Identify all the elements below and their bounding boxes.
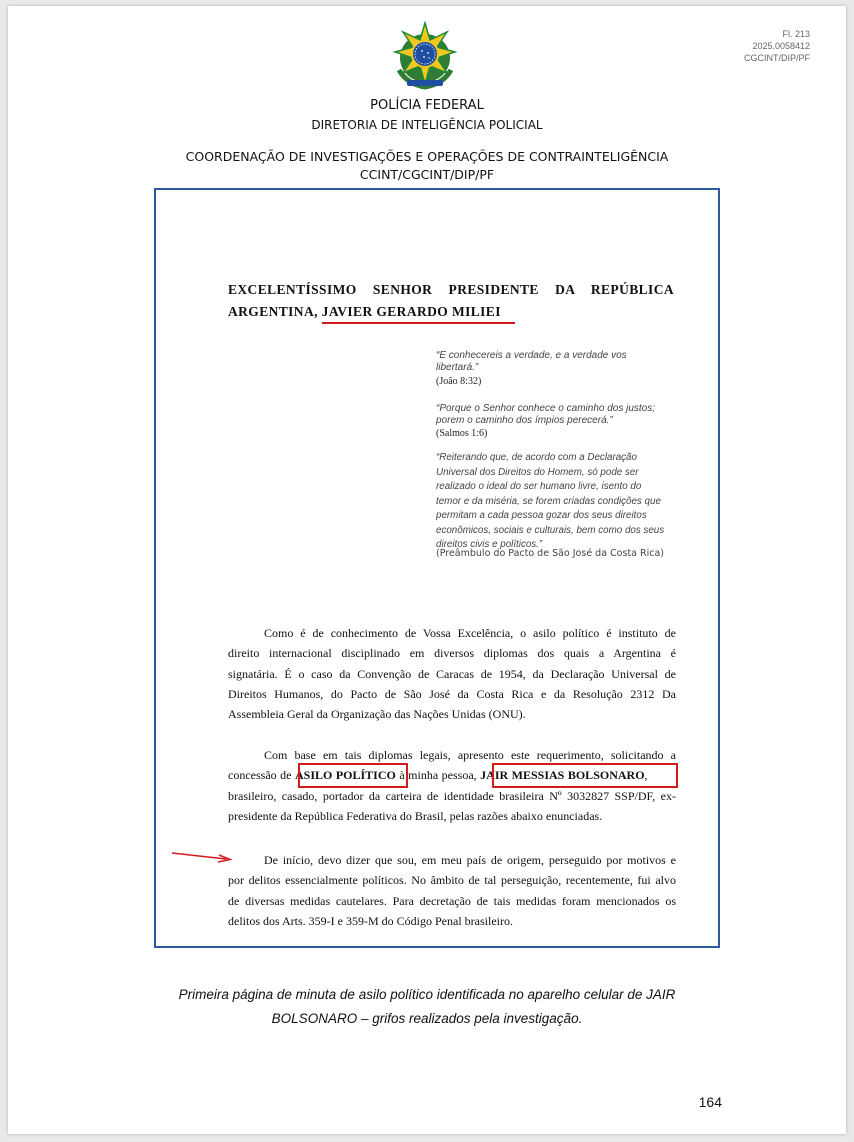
epigraph-line: temor e da miséria, se forem criadas condições que [436,495,661,507]
epigraph-line: direitos civis e políticos.” [436,539,543,550]
figure-caption [0,983,854,1031]
page-number: 164 [698,1094,722,1110]
epigraph-line: libertará.” [436,362,479,373]
epigraph-line: “E conhecereis a verdade, e a verdade vos [436,350,627,361]
red-arrow-annotation-icon [170,850,236,866]
epigraph-quote [436,350,676,374]
text-run: à minha pessoa, [395,768,481,783]
brazil-coat-of-arms-emblem [385,18,465,92]
paragraph-line: Como é de conhecimento de Vossa Excelência, o asilo político é instituto de [264,626,676,640]
stamp-folio: Fl. 213 [782,29,810,39]
header-unit: COORDENAÇÃO DE INVESTIGAÇÕES E OPERAÇÕES DE CONTRAINTELIGÊNCIA [185,149,669,164]
epigraph-quote [436,403,676,427]
epigraph-line: econômicos, sociais e culturais, bem como dos seus [436,524,665,536]
caption-line: Primeira página de minuta de asilo político identificada no aparelho celular de JAIR [178,987,676,1002]
epigraph-source: (João 8:32) [436,376,482,387]
epigraph-line: realizado o ideal do ser humano livre, isento do [436,481,642,492]
epigraph-line: “Porque o Senhor conhece o caminho dos justos; [436,403,656,414]
text-run: concessão de [228,768,295,783]
paragraph-line: De início, devo dizer que sou, em meu país de origem, perseguido por motivos e [264,853,676,867]
requester-name-highlight-box [492,763,678,788]
epigraph-quote [436,451,676,553]
stamp-unit: CGCINT/DIP/PF [743,53,810,63]
paragraph-line: Direitos Humanos, do Pacto de São José da Costa Rica e da Resolução 2312 Da [228,686,676,701]
paragraph-line: Assembleia Geral da Organização das Nações Unidas (ONU). [228,707,526,722]
header-unit-code: CCINT/CGCINT/DIP/PF [359,167,495,182]
letter-address-line1: EXCELENTÍSSIMO SENHOR PRESIDENTE DA REPÚBLICA [228,282,674,297]
caption-line: BOLSONARO – grifos realizados pela investigação. [271,1011,583,1026]
paragraph-line: Com base em tais diplomas legais, apresento este requerimento, solicitando a [264,748,676,762]
paragraph-line: signatária. É o caso da Convenção de Caracas de 1954, da Declaração Universal de [228,666,676,681]
epigraph-line: permitam a cada pessoa gozar dos seus direitos [436,510,647,521]
asylum-highlight-box [298,763,408,788]
paragraph-line: direito internacional disciplinado em diversos diplomas dos quais a Argentina é [228,646,676,661]
text-run: , [644,768,648,783]
address-country: ARGENTINA, [228,304,322,319]
epigraph-source: (Salmos 1:6) [436,428,488,439]
requester-name-highlight-text: JAIR MESSIAS BOLSONARO [480,768,645,783]
header-directorate: DIRETORIA DE INTELIGÊNCIA POLICIAL [311,118,543,132]
epigraph-line: porem o caminho dos ímpios perecerá.” [436,415,613,426]
stamp-process: 2025.0058412 [752,41,810,51]
letter-paragraph-3 [228,850,676,931]
paragraph-line: delitos dos Arts. 359-I e 359-M do Código Penal brasileiro. [228,913,513,928]
page-stamp [744,28,810,64]
epigraph-line: “Reiterando que, de acordo com a Declaração [436,452,637,463]
address-president-name: JAVIER GERARDO MILIEI [321,304,501,319]
asylum-highlight-text: ASILO POLÍTICO [294,768,396,783]
paragraph-line: de diversas medidas cautelares. Para decretação de tais medidas foram mencionados os [228,893,676,908]
header-org: POLÍCIA FEDERAL [370,98,484,113]
paragraph-line: brasileiro, casado, portador da carteira de identidade brasileira Nº 3032827 SSP/DF, ex- [228,788,676,803]
president-name-underline [322,322,515,324]
letter-paragraph-1 [228,623,676,724]
paragraph-line: por delitos essencialmente políticos. No âmbito de tal perseguição, recentemente, fui alvo [228,873,676,888]
epigraph-line: Universal dos Direitos do Homem, só pode ser [436,466,639,478]
epigraph-source: (Preâmbulo do Pacto de São José da Costa Rica) [436,548,665,559]
letter-frame [154,188,720,948]
paragraph-line: presidente da República Federativa do Brasil, pelas razões abaixo enunciadas. [228,808,603,823]
letter-address-line2 [228,304,674,320]
